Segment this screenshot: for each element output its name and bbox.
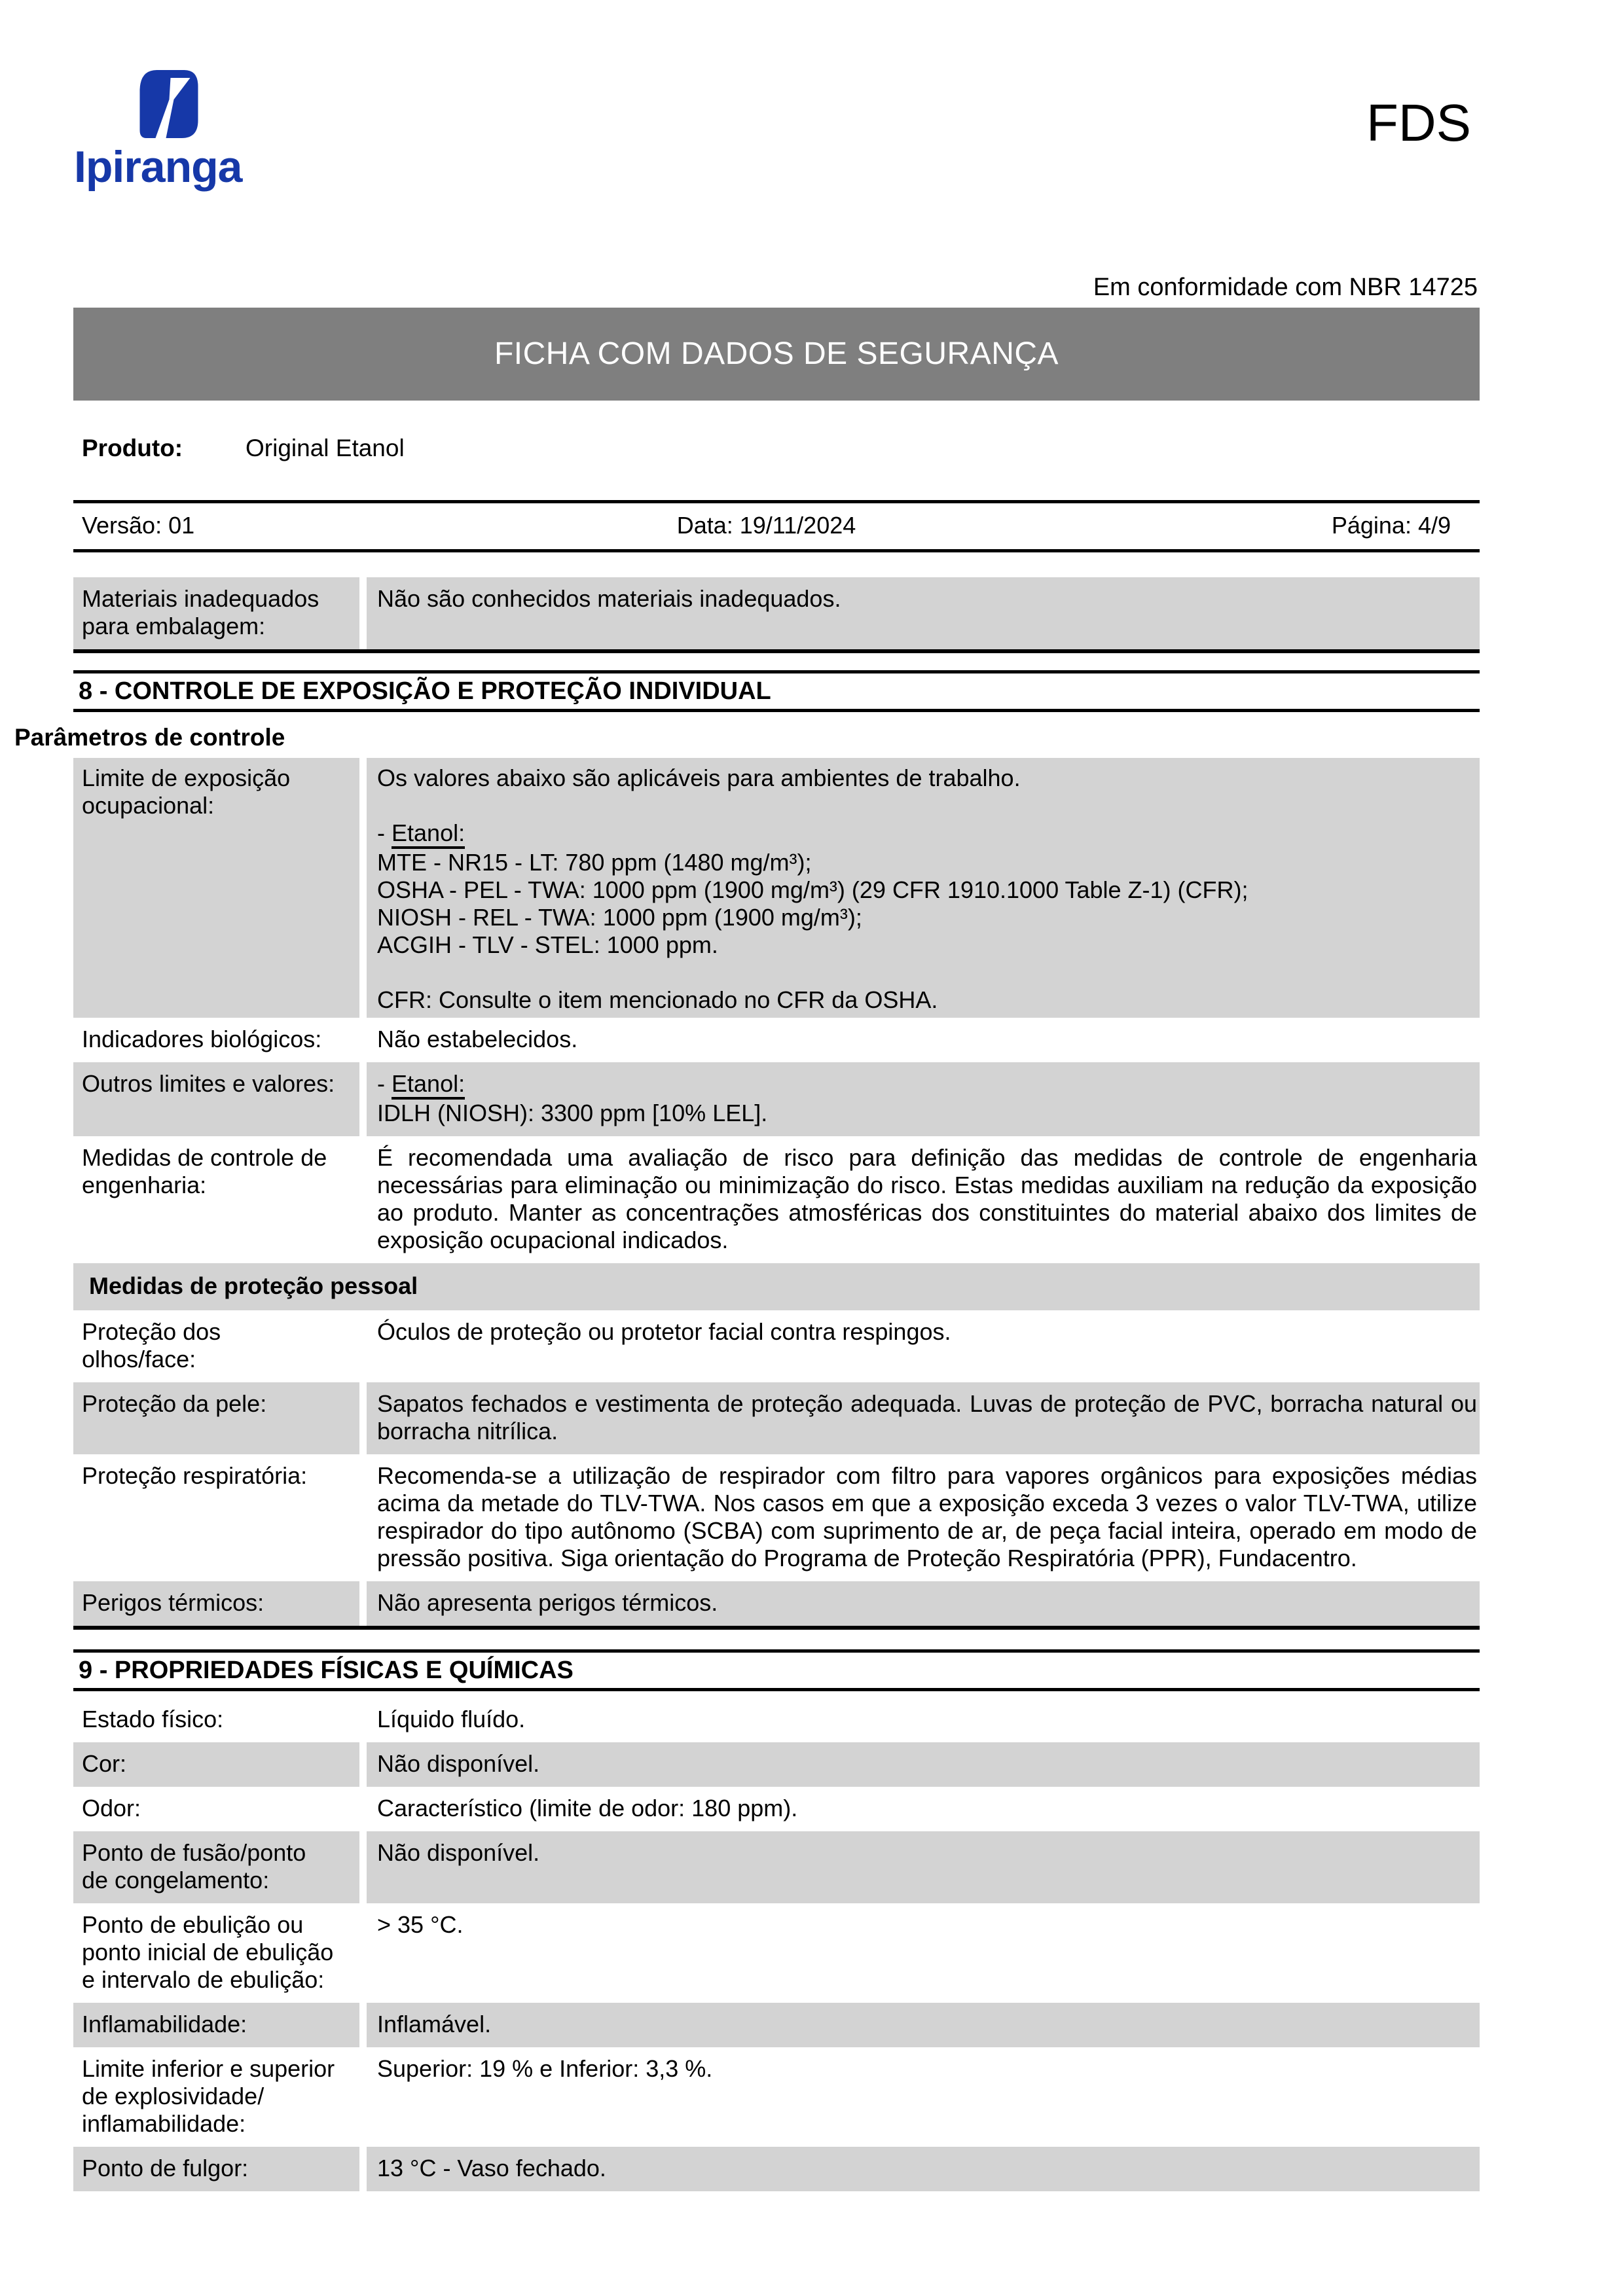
section9-table [73,1698,1480,2191]
column-divider [359,1136,367,1263]
column-divider [359,1018,367,1062]
table-row-thermal-hazards [73,1581,1480,1626]
subsection-header-personal-protection: Medidas de proteção pessoal [73,1263,1480,1310]
column-divider [359,577,367,649]
row-value: É recomendada uma avaliação de risco para definição das medidas de controle de engenharia necessárias para eliminação ou minimização do risco. Estas medidas auxiliam na redução da exposição ao produto. Manter as concentrações atmosféricas dos constituintes do material abaixo dos limites de exposição ocupacional indicados. [377,1144,1477,1253]
doc-code: FDS [1366,94,1471,152]
section8-subtitle: Parâmetros de controle [14,724,285,751]
row-label: Proteção respiratória: [82,1462,308,1489]
row-value: Superior: 19 % e Inferior: 3,3 %. [377,2055,713,2082]
ipiranga-logo [74,68,254,190]
row-label: Perigos térmicos: [73,1581,359,1626]
column-divider [359,1581,367,1626]
etanol-underlined: Etanol: [392,821,465,849]
row-label: Materiais inadequados para embalagem: [73,577,359,649]
packaging-block [73,577,1480,653]
conformity-note: Em conformidade com NBR 14725 [1093,274,1478,301]
row-label: Inflamabilidade: [73,2003,359,2047]
row-value: - Etanol: IDLH (NIOSH): 3300 ppm [10% LEL]. [367,1062,1480,1136]
product-row [82,435,1623,463]
section8-header: 8 - CONTROLE DE EXPOSIÇÃO E PROTEÇÃO INDIVIDUAL [73,670,1480,712]
table-row-exposure-limit [73,758,1480,1018]
column-divider [359,2047,367,2147]
table-row-respiratory-protection [73,1454,1480,1581]
meta-version: Versão: 01 [82,512,195,539]
row-value: Não apresenta perigos térmicos. [367,1581,1480,1626]
column-divider [359,1903,367,2003]
section-end-rule [73,649,1480,653]
meta-date: Data: 19/11/2024 [676,512,856,539]
document-title: FICHA COM DADOS DE SEGURANÇA [494,336,1059,371]
row-value: Não disponível. [367,1831,1480,1903]
row-label: Ponto de ebulição ou ponto inicial de ebulição e intervalo de ebulição: [82,1911,334,1993]
column-divider [359,1062,367,1136]
row-value: 13 °C - Vaso fechado. [367,2147,1480,2191]
column-divider [359,1454,367,1581]
row-value: Característico (limite de odor: 180 ppm). [377,1795,798,1821]
page-header [0,0,1623,308]
table-row-flammability [73,2003,1480,2047]
column-divider [359,2003,367,2047]
column-divider [359,1787,367,1831]
table-row-color [73,1742,1480,1787]
row-value: Não são conhecidos materiais inadequados. [367,577,1480,649]
table-row-eye-face-protection [73,1310,1480,1382]
column-divider [359,758,367,1018]
row-label: Indicadores biológicos: [82,1026,322,1052]
row-value: Sapatos fechados e vestimenta de proteção adequada. Luvas de proteção de PVC, borracha natural ou borracha nitrílica. [367,1382,1480,1454]
section-end-rule [73,1626,1480,1630]
table-row-odor [73,1787,1480,1831]
table-row-other-limits [73,1062,1480,1136]
product-label: Produto: [82,435,183,461]
meta-page: Página: 4/9 [1331,512,1451,539]
section9-header: 9 - PROPRIEDADES FÍSICAS E QUÍMICAS [73,1649,1480,1691]
row-label: Ponto de fusão/ponto de congelamento: [73,1831,359,1903]
row-value: Os valores abaixo são aplicáveis para ambientes de trabalho. - Etanol: MTE - NR15 - LT: 780 ppm (1480 mg/m³); OSHA - PEL - TWA: 1000 ppm (1900 mg/m³) (29 CFR 1910.1000 Table Z-1) (CFR); NIOSH - REL - TWA: 1000 ppm (1900 mg/m³); ACGIH - TLV - STEL: 1000 ppm. CFR: Consulte o item mencionado no CFR da OSHA. [367,758,1480,1018]
row-label: Proteção dos olhos/face: [82,1318,221,1372]
row-value: Líquido fluído. [377,1706,526,1732]
row-value: Recomenda-se a utilização de respirador com filtro para vapores orgânicos para exposições médias acima da metade do TLV-TWA. Nos casos em que a exposição exceda 3 vezes o valor TLV-TWA, utilize respirador do tipo autônomo (SCBA) com suprimento de ar, de peça facial inteira, operado em modo de pressão positiva. Siga orientação do Programa de Proteção Respiratória (PPR), Fundacentro. [377,1462,1477,1571]
document-title-bar [73,308,1480,401]
row-value: Inflamável. [367,2003,1480,2047]
row-label: Ponto de fulgor: [73,2147,359,2191]
row-label: Outros limites e valores: [73,1062,359,1136]
row-label: Estado físico: [82,1706,224,1732]
section8-table [73,758,1480,1630]
row-value: > 35 °C. [377,1911,464,1938]
row-label: Proteção da pele: [73,1382,359,1454]
column-divider [359,1742,367,1787]
row-label: Cor: [73,1742,359,1787]
row-label: Limite de exposição ocupacional: [73,758,359,1018]
row-value: Não disponível. [367,1742,1480,1787]
ipiranga-logo-text: Ipiranga [74,142,242,192]
ipiranga-logo-icon [137,68,201,140]
table-row-flash-point [73,2147,1480,2191]
table-row-melting-point [73,1831,1480,1903]
product-name: Original Etanol [246,435,405,461]
row-value: Óculos de proteção ou protetor facial contra respingos. [377,1318,951,1345]
meta-table [73,500,1480,552]
column-divider [359,1382,367,1454]
etanol-underlined: Etanol: [392,1071,465,1100]
table-row-explosive-limits [73,2047,1480,2147]
table-row-engineering-controls [73,1136,1480,1263]
table-row-bio-indicators [73,1018,1480,1062]
table-row-boiling-point [73,1903,1480,2003]
table-row-packaging [73,577,1480,649]
column-divider [359,2147,367,2191]
column-divider [359,1310,367,1382]
table-row-physical-state [73,1698,1480,1742]
column-divider [359,1698,367,1742]
table-row-skin-protection [73,1382,1480,1454]
row-label: Medidas de controle de engenharia: [82,1144,327,1198]
row-value: Não estabelecidos. [377,1026,578,1052]
column-divider [359,1831,367,1903]
row-label: Odor: [82,1795,141,1821]
row-label: Limite inferior e superior de explosividade/ inflamabilidade: [82,2055,335,2137]
